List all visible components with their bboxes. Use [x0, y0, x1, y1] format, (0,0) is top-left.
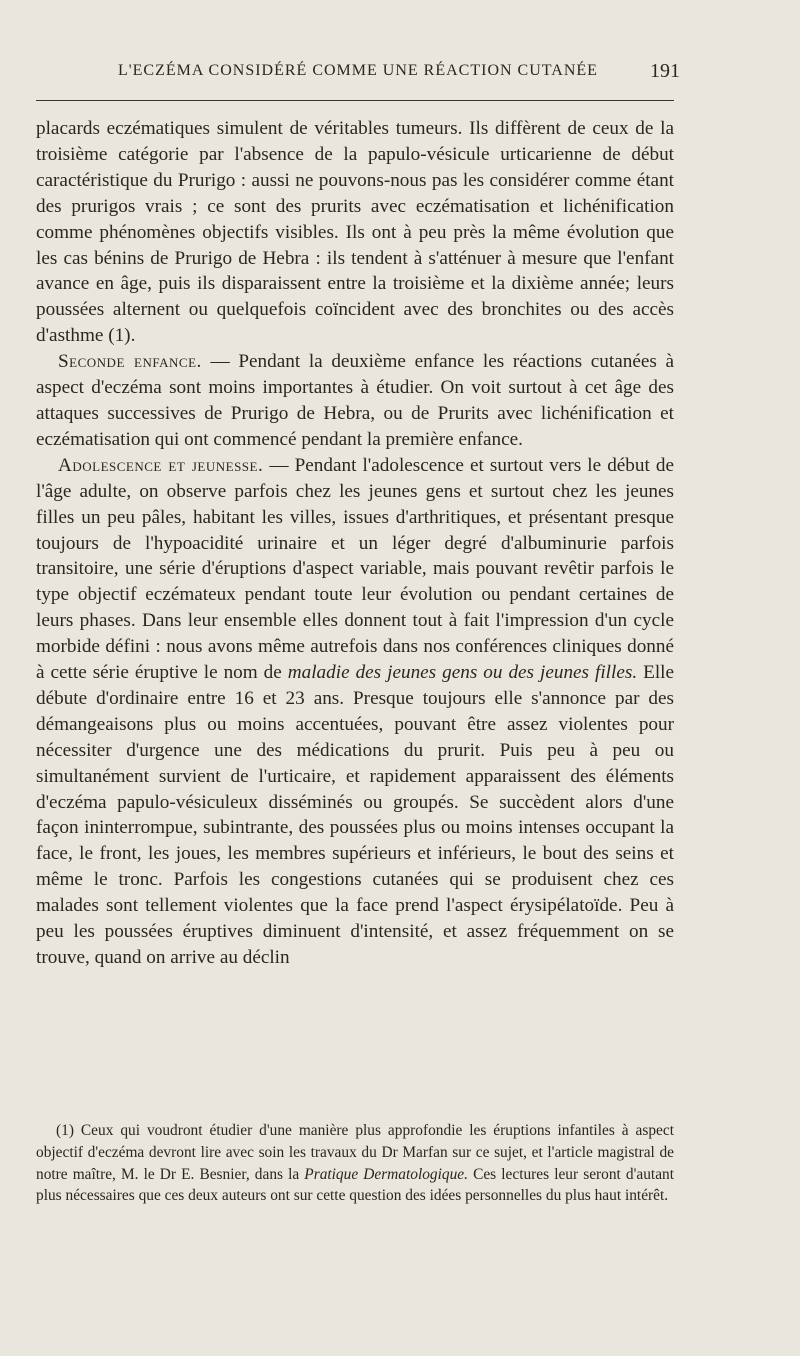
paragraph-1-text: placards eczématiques simulent de véritables tumeurs. Ils diffèrent de ceux de la troisième catégorie par l'absence de la papulo-vésicule urticarienne de début caractéristique du Prurigo : aussi ne pouvons-nous pas les considérer comme étant des prurigos vrais ; ce sont des prurits avec eczématisation et lichénification comme phénomènes objectifs visibles. Ils ont à peu près la même évolution que les cas bénins de Prurigo de Hebra : ils tendent à s'atténuer à mesure que l'enfant avance en âge, puis ils disparaissent entre la troisième et la dixième année; leurs poussées alternent ou quelquefois coïncident avec des bronchites ou des accès d'asthme (1).	[36, 118, 674, 347]
page-number: 191	[650, 60, 680, 82]
paragraph-adolescence	[36, 453, 674, 971]
footnote-italic: Pratique Dermatologique.	[304, 1165, 468, 1183]
footnote-text-a: (1) Ceux qui voudront étudier d'une manière plus approfondie les éruptions infantiles à aspect objectif d'eczéma devront lire avec soin les travaux du Dr Marfan sur ce sujet, et l'article magistral de notre maître, M. le Dr E. Besnier, dans la	[36, 1122, 674, 1183]
paragraph-3-text-b: Elle débute d'ordinaire entre 16 et 23 ans. Presque toujours elle s'annonce par des démangeaisons plus ou moins accentuées, pouvant être assez violentes pour nécessiter d'urgence une des médications du prurit. Puis peu à peu ou simultanément survient de l'urticaire, et rapidement apparaissent des éléments d'eczéma papulo-vésiculeux disséminés ou groupés. Se succèdent alors d'une façon ininterrompue, subintrante, des poussées plus ou moins intenses occupant la face, le front, les joues, les membres supérieurs et inférieurs, le bout des seins et même le tronc. Parfois les congestions cutanées qui se produisent chez ces malades sont tellement violentes que la face prend l'aspect érysipélatoïde. Peu à peu les poussées éruptives diminuent d'intensité, et assez fréquemment on se trouve, quand on arrive au déclin	[36, 662, 675, 968]
main-text	[36, 116, 674, 971]
paragraph-seconde-enfance	[36, 349, 674, 453]
footnote-paragraph	[36, 1120, 674, 1207]
paragraph-3-text-a: — Pendant l'adolescence et surtout vers le début de l'âge adulte, on observe parfois chez les jeunes gens et surtout chez les jeunes filles un peu pâles, habitant les villes, issues d'arthritiques, et présentant presque toujours de l'hypoacidité urinaire et un léger degré d'albuminurie parfois transitoire, une série d'éruptions d'aspect variable, mais pouvant revêtir parfois le type objectif eczémateux pendant toute leur évolution ou pendant certaines de leurs phases. Dans leur ensemble elles donnent tout à fait l'impression d'un cycle morbide défini : nous avons même autrefois dans nos conférences cliniques donné à cette série éruptive le nom de	[36, 454, 674, 684]
page-header	[118, 62, 680, 86]
running-title: L'ECZÉMA CONSIDÉRÉ COMME UNE RÉACTION CUTANÉE	[118, 62, 598, 79]
paragraph-1	[36, 116, 674, 349]
section-heading-adolescence: Adolescence et jeunesse.	[58, 454, 264, 476]
paragraph-3-italic: maladie des jeunes gens ou des jeunes filles.	[287, 662, 638, 684]
paragraph-2-text: — Pendant la deuxième enfance les réactions cutanées à aspect d'eczéma sont moins importantes à étudier. On voit surtout à cet âge des attaques successives de Prurigo de Hebra, ou de Prurits avec lichénification et eczématisation qui ont commencé pendant la première enfance.	[36, 351, 675, 450]
header-rule	[36, 100, 674, 101]
footnote	[36, 1120, 674, 1207]
footnote-text-b: Ces lectures leur seront d'autant plus nécessaires que ces deux auteurs ont sur cette question des idées personnelles du plus haut intérêt.	[36, 1165, 674, 1205]
section-heading-seconde-enfance: Seconde enfance.	[58, 351, 202, 373]
